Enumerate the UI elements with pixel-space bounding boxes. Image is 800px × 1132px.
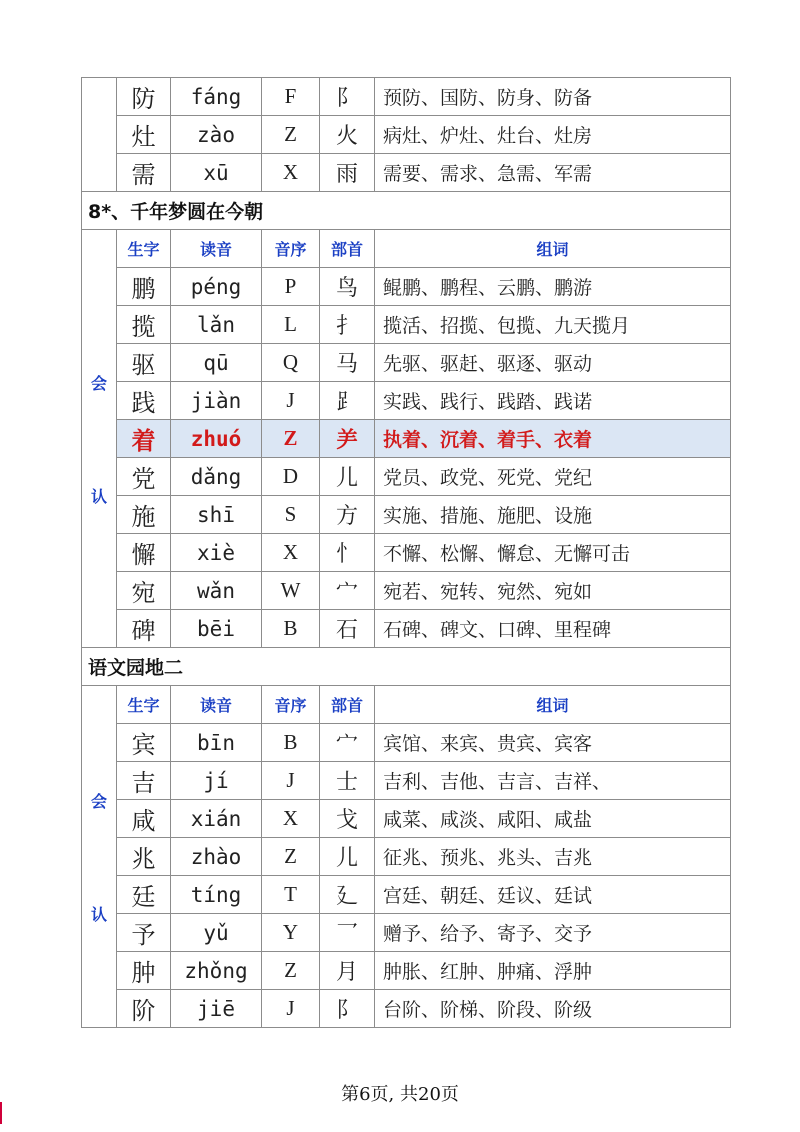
words-cell: 不懈、松懈、懈怠、无懈可击 [375, 534, 731, 572]
character-cell: 肿 [117, 952, 171, 990]
character-cell: 揽 [117, 306, 171, 344]
radical-cell: 石 [320, 610, 375, 648]
radical-cell: 戈 [320, 800, 375, 838]
index-letter-cell: Z [262, 952, 320, 990]
words-cell: 赠予、给予、寄予、交予 [375, 914, 731, 952]
character-cell: 驱 [117, 344, 171, 382]
words-cell: 肿胀、红肿、肿痛、浮肿 [375, 952, 731, 990]
pinyin-cell: xián [171, 800, 262, 838]
character-cell: 懈 [117, 534, 171, 572]
index-letter-cell: Z [262, 420, 320, 458]
column-header-index: 音序 [262, 686, 320, 724]
radical-cell: 士 [320, 762, 375, 800]
character-cell: 宾 [117, 724, 171, 762]
section-title: 8*、千年梦圆在今朝 [82, 192, 731, 230]
index-letter-cell: B [262, 724, 320, 762]
section-title: 语文园地二 [82, 648, 731, 686]
radical-cell: ⺶ [320, 420, 375, 458]
radical-cell: 扌 [320, 306, 375, 344]
index-letter-cell: X [262, 534, 320, 572]
group-label-cell [82, 230, 117, 648]
character-cell: 碑 [117, 610, 171, 648]
index-letter-cell: S [262, 496, 320, 534]
words-cell: 病灶、炉灶、灶台、灶房 [375, 116, 731, 154]
table-row [82, 952, 731, 990]
radical-cell: 阝 [320, 990, 375, 1028]
radical-cell: 阝 [320, 78, 375, 116]
table-row [82, 344, 731, 382]
table-row [82, 458, 731, 496]
table-row [82, 78, 731, 116]
vocabulary-table [81, 77, 731, 1028]
table-row [82, 610, 731, 648]
index-letter-cell: Z [262, 838, 320, 876]
radical-cell: 宀 [320, 724, 375, 762]
radical-cell: 儿 [320, 838, 375, 876]
table-row [82, 762, 731, 800]
pinyin-cell: jiàn [171, 382, 262, 420]
character-cell: 吉 [117, 762, 171, 800]
page-number: 第6页, 共20页 [341, 1084, 459, 1105]
group-label: 会 [90, 791, 107, 811]
pinyin-cell: yǔ [171, 914, 262, 952]
table-row [82, 572, 731, 610]
words-cell: 需要、需求、急需、军需 [375, 154, 731, 192]
table-row [82, 876, 731, 914]
column-header-radical: 部首 [320, 686, 375, 724]
table-row [82, 306, 731, 344]
table-row [82, 800, 731, 838]
character-cell: 廷 [117, 876, 171, 914]
group-label-cell [82, 686, 117, 1028]
pinyin-cell: jí [171, 762, 262, 800]
radical-cell: 方 [320, 496, 375, 534]
pinyin-cell: fáng [171, 78, 262, 116]
words-cell: 宫廷、朝廷、廷议、廷试 [375, 876, 731, 914]
character-cell: 防 [117, 78, 171, 116]
table-row [82, 534, 731, 572]
index-letter-cell: J [262, 762, 320, 800]
radical-cell: 鸟 [320, 268, 375, 306]
index-letter-cell: Y [262, 914, 320, 952]
character-cell: 践 [117, 382, 171, 420]
index-letter-cell: L [262, 306, 320, 344]
group-label: 会 [90, 373, 107, 393]
group-label-cell [82, 78, 117, 192]
words-cell: 实践、践行、践踏、践诺 [375, 382, 731, 420]
index-letter-cell: T [262, 876, 320, 914]
table-row [82, 116, 731, 154]
words-cell: 揽活、招揽、包揽、九天揽月 [375, 306, 731, 344]
index-letter-cell: X [262, 154, 320, 192]
radical-cell: 宀 [320, 572, 375, 610]
words-cell: 石碑、碑文、口碑、里程碑 [375, 610, 731, 648]
column-header-index: 音序 [262, 230, 320, 268]
column-header-row [82, 230, 731, 268]
character-cell: 咸 [117, 800, 171, 838]
pinyin-cell: jiē [171, 990, 262, 1028]
words-cell: 预防、国防、防身、防备 [375, 78, 731, 116]
column-header-char: 生字 [117, 686, 171, 724]
pinyin-cell: lǎn [171, 306, 262, 344]
character-cell: 施 [117, 496, 171, 534]
character-cell: 灶 [117, 116, 171, 154]
words-cell: 宛若、宛转、宛然、宛如 [375, 572, 731, 610]
table-row [82, 382, 731, 420]
words-cell: 吉利、吉他、吉言、吉祥、 [375, 762, 731, 800]
table-row [82, 154, 731, 192]
index-letter-cell: J [262, 990, 320, 1028]
pinyin-cell: bīn [171, 724, 262, 762]
table-row [82, 724, 731, 762]
table-row [82, 496, 731, 534]
section-title-row [82, 648, 731, 686]
pinyin-cell: péng [171, 268, 262, 306]
column-header-pinyin: 读音 [171, 230, 262, 268]
words-cell: 执着、沉着、着手、衣着 [375, 420, 731, 458]
character-cell: 着 [117, 420, 171, 458]
index-letter-cell: Q [262, 344, 320, 382]
pinyin-cell: shī [171, 496, 262, 534]
pinyin-cell: zhuó [171, 420, 262, 458]
table-row [82, 838, 731, 876]
table-row [82, 420, 731, 458]
table-row [82, 268, 731, 306]
column-header-radical: 部首 [320, 230, 375, 268]
group-label: 认 [90, 486, 107, 506]
pinyin-cell: tíng [171, 876, 262, 914]
words-cell: 先驱、驱赶、驱逐、驱动 [375, 344, 731, 382]
index-letter-cell: Z [262, 116, 320, 154]
words-cell: 实施、措施、施肥、设施 [375, 496, 731, 534]
words-cell: 鲲鹏、鹏程、云鹏、鹏游 [375, 268, 731, 306]
radical-cell: 儿 [320, 458, 375, 496]
index-letter-cell: J [262, 382, 320, 420]
index-letter-cell: P [262, 268, 320, 306]
column-header-words: 组词 [375, 686, 731, 724]
words-cell: 台阶、阶梯、阶段、阶级 [375, 990, 731, 1028]
character-cell: 鹏 [117, 268, 171, 306]
pinyin-cell: qū [171, 344, 262, 382]
column-header-words: 组词 [375, 230, 731, 268]
radical-cell: 廴 [320, 876, 375, 914]
table-row [82, 914, 731, 952]
character-cell: 阶 [117, 990, 171, 1028]
pinyin-cell: zhǒng [171, 952, 262, 990]
words-cell: 宾馆、来宾、贵宾、宾客 [375, 724, 731, 762]
words-cell: 党员、政党、死党、党纪 [375, 458, 731, 496]
radical-cell: 马 [320, 344, 375, 382]
pinyin-cell: dǎng [171, 458, 262, 496]
index-letter-cell: D [262, 458, 320, 496]
index-letter-cell: W [262, 572, 320, 610]
pinyin-cell: xiè [171, 534, 262, 572]
column-header-row [82, 686, 731, 724]
index-letter-cell: X [262, 800, 320, 838]
character-cell: 党 [117, 458, 171, 496]
radical-cell: 乛 [320, 914, 375, 952]
radical-cell: 月 [320, 952, 375, 990]
pinyin-cell: zhào [171, 838, 262, 876]
index-letter-cell: F [262, 78, 320, 116]
table-row [82, 990, 731, 1028]
character-cell: 兆 [117, 838, 171, 876]
pinyin-cell: xū [171, 154, 262, 192]
column-header-pinyin: 读音 [171, 686, 262, 724]
character-cell: 予 [117, 914, 171, 952]
radical-cell: 火 [320, 116, 375, 154]
character-cell: 宛 [117, 572, 171, 610]
radical-cell: 忄 [320, 534, 375, 572]
group-label: 认 [90, 904, 107, 924]
pinyin-cell: bēi [171, 610, 262, 648]
words-cell: 征兆、预兆、兆头、吉兆 [375, 838, 731, 876]
words-cell: 咸菜、咸淡、咸阳、咸盐 [375, 800, 731, 838]
radical-cell: 雨 [320, 154, 375, 192]
column-header-char: 生字 [117, 230, 171, 268]
pinyin-cell: wǎn [171, 572, 262, 610]
character-cell: 需 [117, 154, 171, 192]
edge-mark [0, 1102, 2, 1124]
pinyin-cell: zào [171, 116, 262, 154]
radical-cell: ⻊ [320, 382, 375, 420]
section-title-row [82, 192, 731, 230]
index-letter-cell: B [262, 610, 320, 648]
